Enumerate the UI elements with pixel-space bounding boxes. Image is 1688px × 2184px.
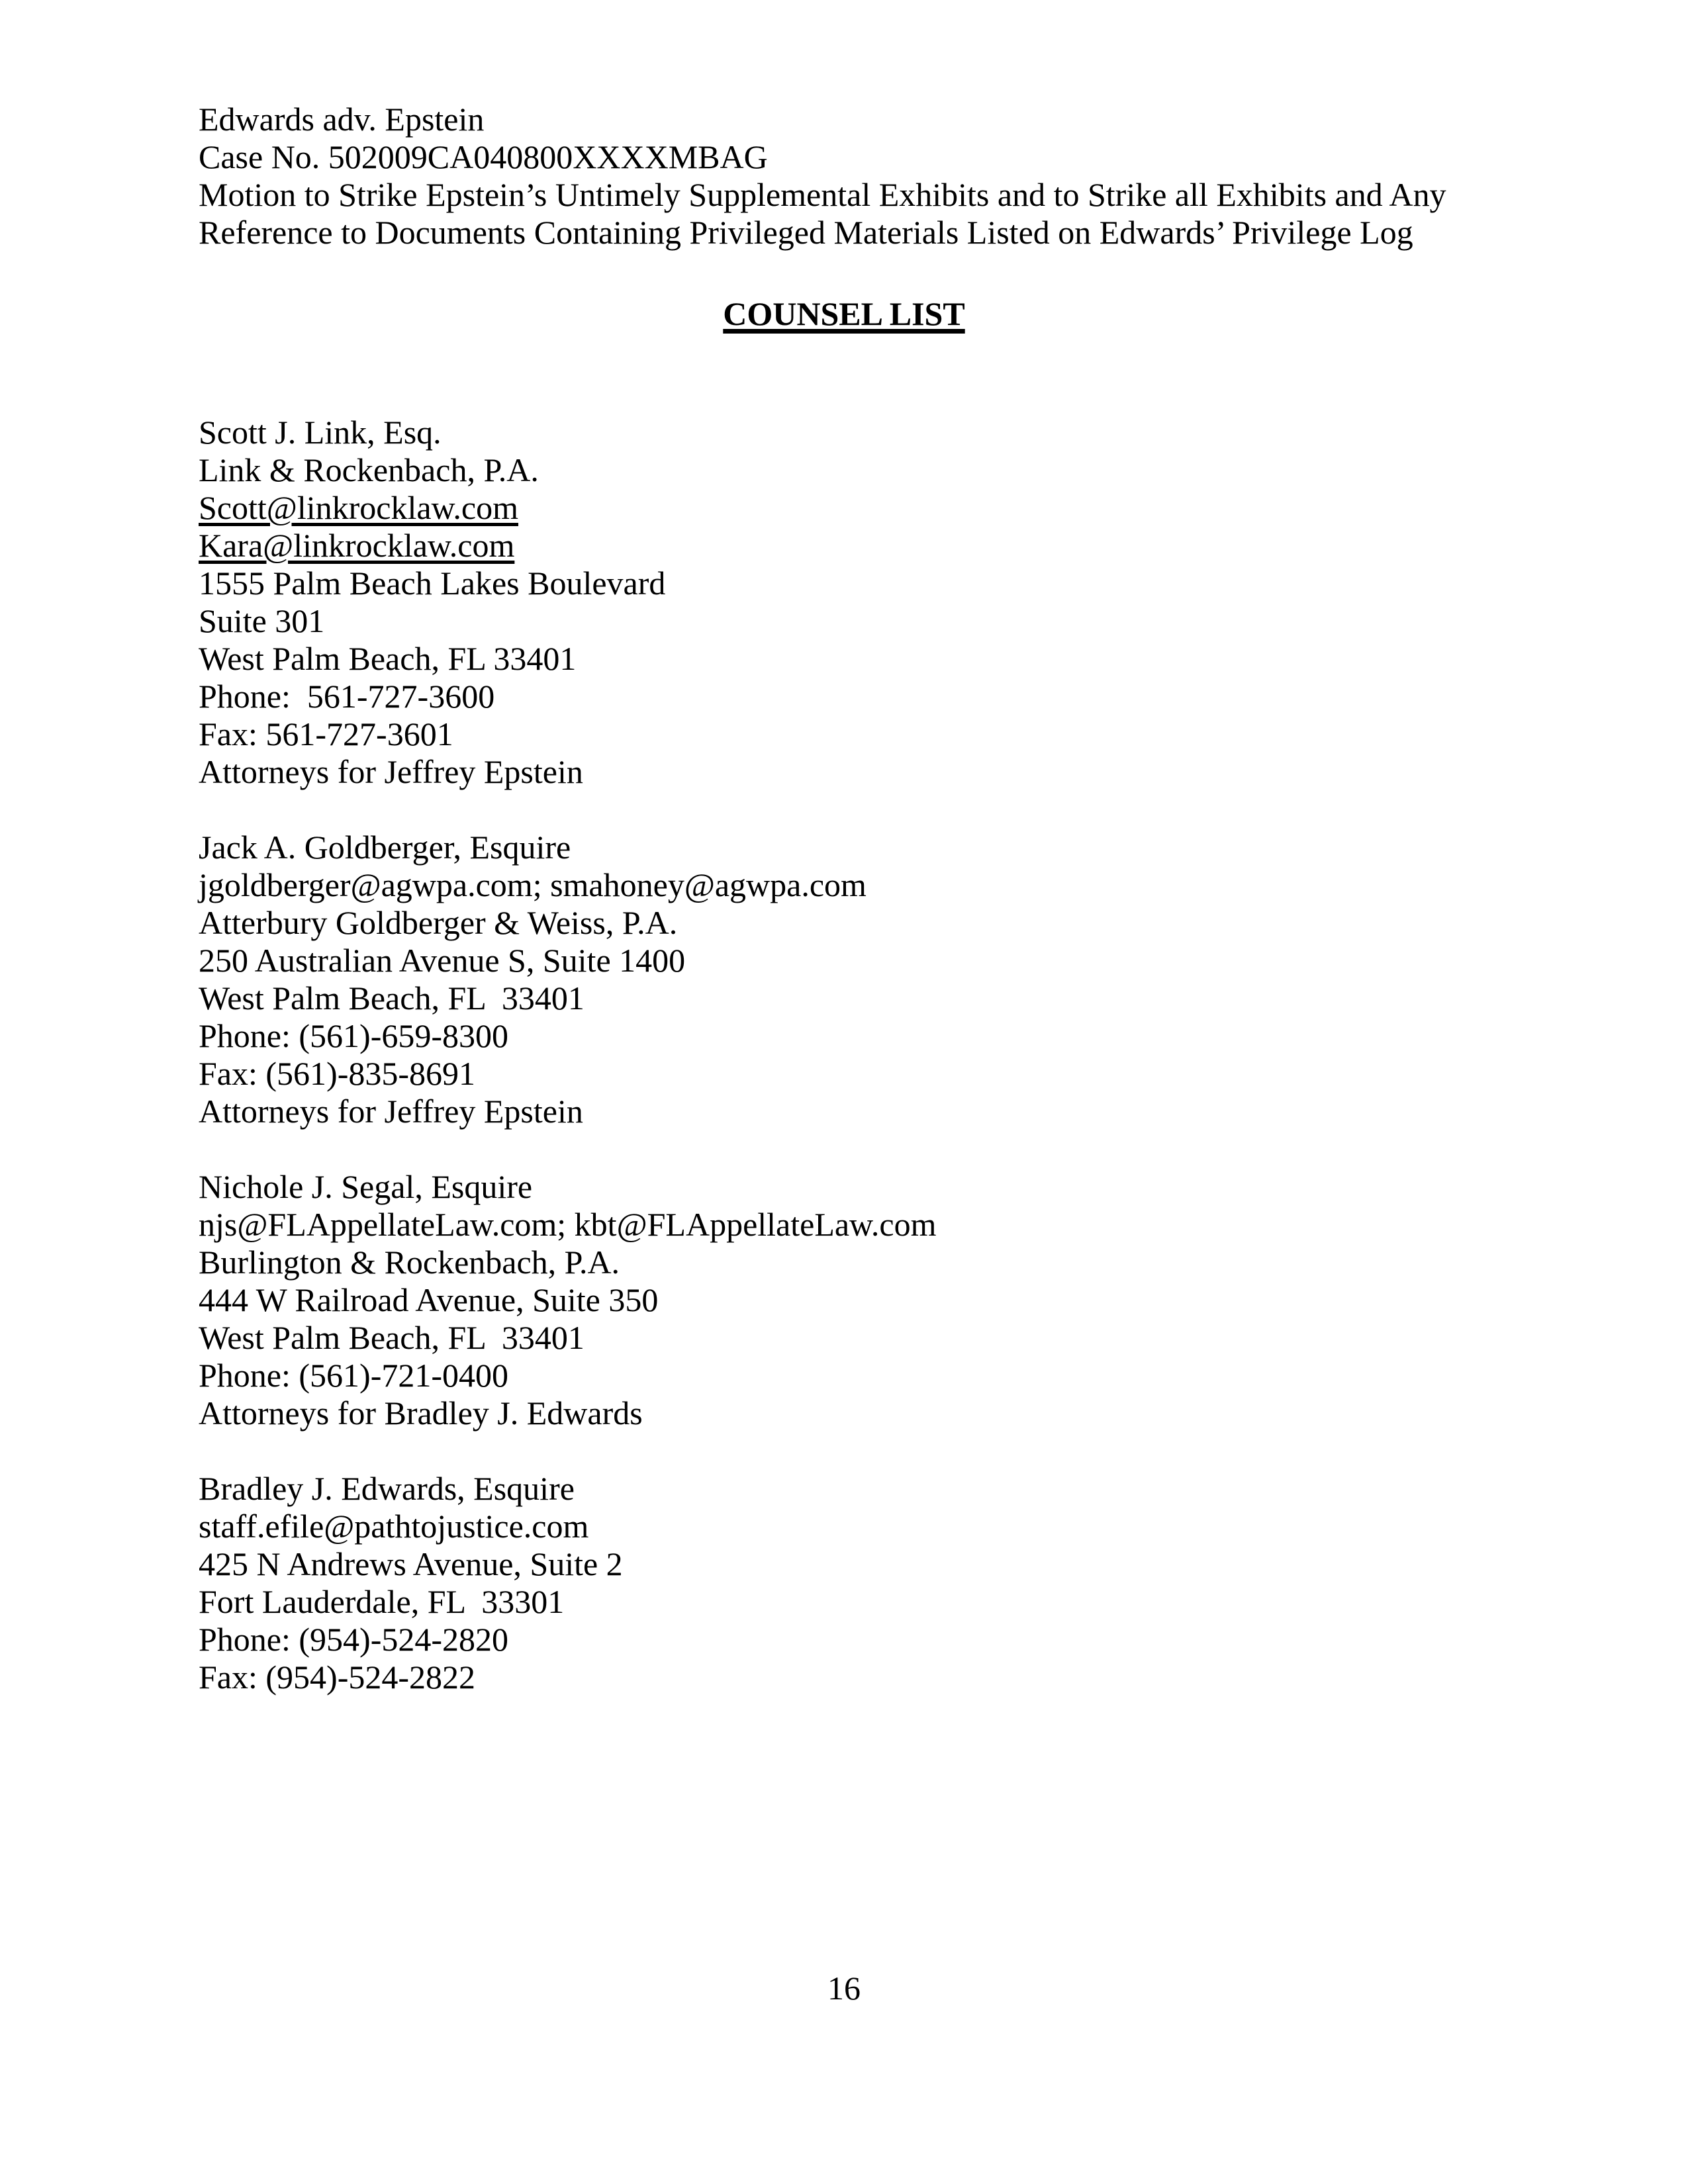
spacer: [199, 333, 1489, 371]
phone-line: Phone: 561-727-3600: [199, 678, 495, 715]
phone-line: Phone: (561)-721-0400: [199, 1357, 508, 1394]
attorneys-for-line: Attorneys for Jeffrey Epstein: [199, 753, 583, 790]
page-title: COUNSEL LIST: [723, 295, 965, 332]
firm-name: Burlington & Rockenbach, P.A.: [199, 1244, 620, 1281]
address-line: West Palm Beach, FL 33401: [199, 640, 577, 677]
counsel-block-scott-link: [199, 414, 1489, 791]
title-line: [199, 295, 1489, 333]
attorney-name: Jack A. Goldberger, Esquire: [199, 829, 571, 866]
header-line-case-number: Case No. 502009CA040800XXXXMBAG: [199, 138, 768, 175]
email-line: jgoldberger@agwpa.com; smahoney@agwpa.com: [199, 866, 867, 903]
email-line: staff.efile@pathtojustice.com: [199, 1508, 589, 1545]
document-content: [199, 101, 1489, 1696]
address-line: 250 Australian Avenue S, Suite 1400: [199, 942, 686, 979]
address-line: West Palm Beach, FL 33401: [199, 1319, 585, 1356]
fax-line: Fax: 561-727-3601: [199, 715, 453, 752]
fax-line: Fax: (954)-524-2822: [199, 1659, 475, 1696]
counsel-block-bradley-edwards: [199, 1470, 1489, 1696]
spacer: [199, 371, 1489, 408]
email-link[interactable]: Kara@linkrocklaw.com: [199, 527, 515, 564]
address-line: 1555 Palm Beach Lakes Boulevard: [199, 565, 666, 602]
spacer: [199, 1432, 1489, 1470]
header-line-motion-title-2: Reference to Documents Containing Privileged Materials Listed on Edwards’ Privilege Log: [199, 214, 1413, 251]
phone-line: Phone: (561)-659-8300: [199, 1017, 508, 1054]
email-link-line: [199, 489, 1489, 527]
header-line-motion-title-1: Motion to Strike Epstein’s Untimely Supplemental Exhibits and to Strike all Exhibits and Any: [199, 176, 1446, 213]
fax-line: Fax: (561)-835-8691: [199, 1055, 475, 1092]
attorney-name: Scott J. Link, Esq.: [199, 414, 442, 451]
header-line-case-parties: Edwards adv. Epstein: [199, 101, 485, 138]
attorneys-for-line: Attorneys for Bradley J. Edwards: [199, 1394, 643, 1432]
address-line: Suite 301: [199, 602, 325, 639]
address-line: 425 N Andrews Avenue, Suite 2: [199, 1545, 623, 1582]
firm-name: Atterbury Goldberger & Weiss, P.A.: [199, 904, 678, 941]
attorney-name: Bradley J. Edwards, Esquire: [199, 1470, 575, 1507]
address-line: West Palm Beach, FL 33401: [199, 979, 585, 1017]
firm-name: Link & Rockenbach, P.A.: [199, 451, 539, 488]
email-link-line: [199, 527, 1489, 565]
attorneys-for-line: Attorneys for Jeffrey Epstein: [199, 1093, 583, 1130]
page-number: 16: [827, 1970, 861, 2007]
spacer: [199, 1130, 1489, 1168]
address-line: Fort Lauderdale, FL 33301: [199, 1583, 565, 1620]
counsel-block-nichole-segal: [199, 1168, 1489, 1432]
attorney-name: Nichole J. Segal, Esquire: [199, 1168, 533, 1205]
phone-line: Phone: (954)-524-2820: [199, 1621, 508, 1658]
counsel-block-jack-goldberger: [199, 829, 1489, 1130]
spacer: [199, 791, 1489, 829]
email-line: njs@FLAppellateLaw.com; kbt@FLAppellateLaw.com: [199, 1206, 937, 1243]
spacer: [199, 251, 1489, 289]
address-line: 444 W Railroad Avenue, Suite 350: [199, 1281, 659, 1318]
email-link[interactable]: Scott@linkrocklaw.com: [199, 489, 518, 526]
